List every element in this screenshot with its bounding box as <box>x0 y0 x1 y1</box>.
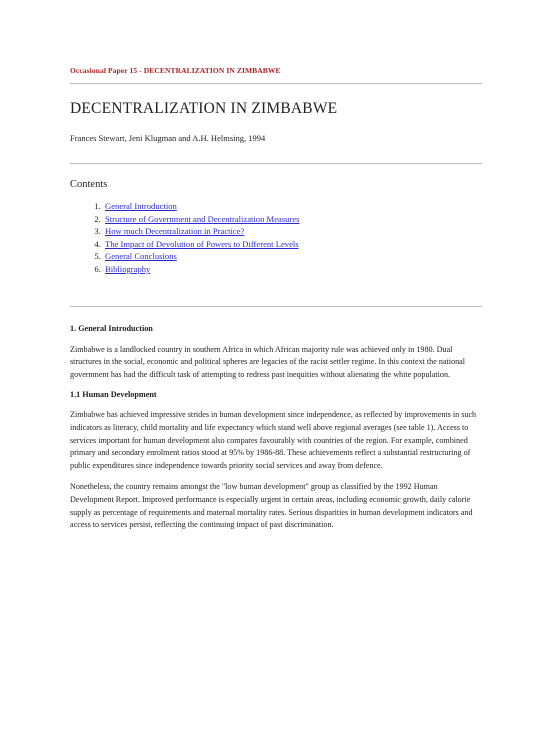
toc-item <box>103 213 480 226</box>
toc-link-general-conclusions[interactable]: General Conclusions <box>105 251 177 262</box>
divider <box>70 306 482 307</box>
paragraph: Nonetheless, the country remains amongst the "low human development" group as classified by the 1992 Human Development Report. Improved performance is especially urgent in certain areas, including economic growth, daily calorie supply as percentage of requirements and maternal mortality rates. Serious disparities in human development indicators and access to services persist, reflecting the continuing impact of past discrimination. <box>70 482 473 530</box>
paper-series-header: Occasional Paper 15 - DECENTRALIZATION IN ZIMBABWE <box>70 66 281 75</box>
toc-link-how-much-decentralization[interactable]: How much Decentralization in Practice? <box>105 226 245 237</box>
toc-item <box>103 225 480 238</box>
document-page <box>70 66 480 541</box>
authors-line: Frances Stewart, Jeni Klugman and A.H. Helmsing, 1994 <box>70 133 266 143</box>
divider <box>70 83 482 84</box>
table-of-contents <box>70 200 480 276</box>
section-heading-general-introduction: 1. General Introduction <box>70 323 153 333</box>
subsection-heading-human-development: 1.1 Human Development <box>70 390 157 400</box>
toc-item <box>103 263 480 276</box>
divider <box>70 163 482 164</box>
toc-link-general-introduction[interactable]: General Introduction <box>105 201 177 211</box>
toc-item <box>103 200 480 213</box>
contents-heading: Contents <box>70 179 108 190</box>
document-title: DECENTRALIZATION IN ZIMBABWE <box>70 100 338 117</box>
paragraph: Zimbabwe has achieved impressive strides in human development since independence, as reflected by improvements in such indicators as literacy, child mortality and life expectancy which stand well above regional averages (see table 1). Access to services important for human development also compares favourably with countries of the region. For example, combined primary and secondary enrolment ratios stood at 95% by 1986-88. These achievements reflect a substantial restructuring of public expenditures since independence towards priority social services and away from defence. <box>70 410 477 470</box>
paragraph: Zimbabwe is a landlocked country in southern Africa in which African majority rule was achieved only in 1980. Dual structures in the social, economic and political spheres are legacies of the racist settler regime. In this context the national government has had the difficult task of attempting to redress past inequities without alienating the white population. <box>70 344 466 379</box>
toc-link-structure-of-government[interactable]: Structure of Government and Decentralization Measures <box>105 213 300 224</box>
toc-item <box>103 238 480 251</box>
toc-link-bibliography[interactable]: Bibliography <box>105 263 151 274</box>
toc-item <box>103 250 480 263</box>
toc-link-impact-of-devolution[interactable]: The Impact of Devolution of Powers to Different Levels <box>105 238 299 249</box>
